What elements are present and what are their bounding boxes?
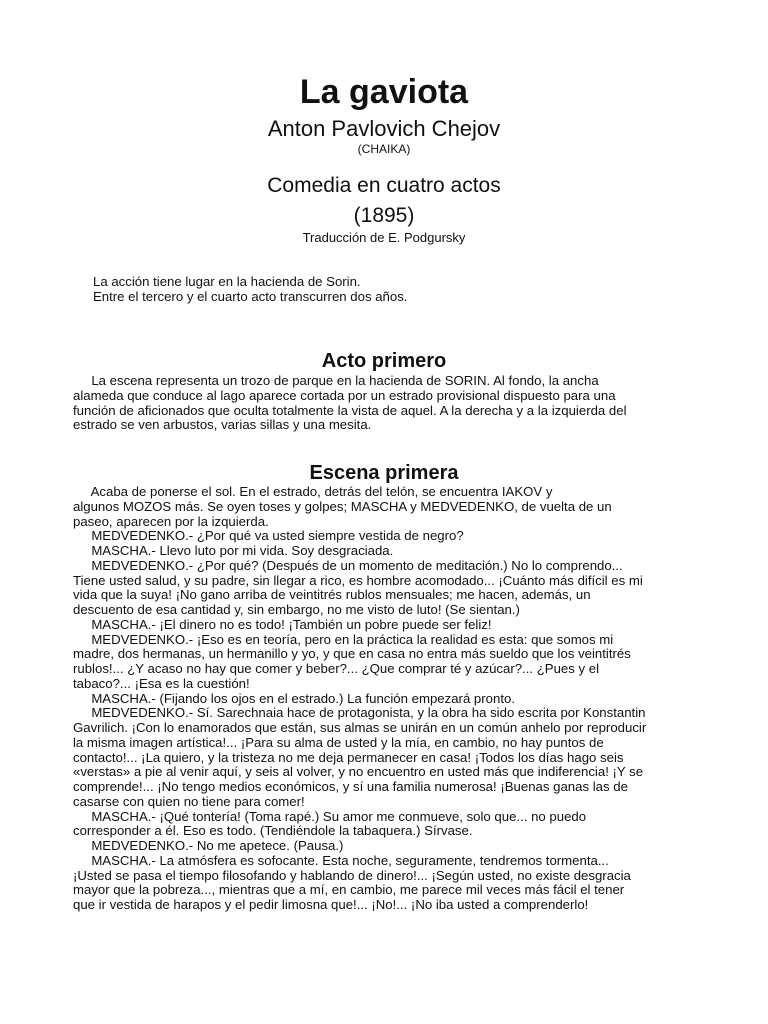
text-line: rublos!... ¿Y acaso no hay que comer y beber?... ¿Que comprar té y azúcar?... ¿Pues y el [73,661,600,676]
text-line: madre, dos hermanas, un hermanillo y yo, y que en casa no entra más sueldo que los veintitrés [73,646,631,662]
scene-heading: Escena primera [309,462,459,484]
text-line: MEDVEDENKO.- ¿Por qué va usted siempre vestida de negro? [73,528,464,544]
original-title: (CHAIKA) [357,142,411,156]
text-line: MEDVEDENKO.- No me apetece. (Pausa.) [73,838,344,853]
text-line: MEDVEDENKO.- Sí. Sarechnaia hace de protagonista, y la obra ha sido escrita por Konstantin [73,705,646,721]
text-line: MASCHA.- ¡Qué tontería! (Toma rapé.) Su amor me conmueve, solo que... no puedo [73,808,587,824]
document-title: La gaviota [299,73,469,111]
text-line: mayor que la pobreza..., mientras que a mí, en cambio, me parece mil veces más fácil el tener [73,882,625,898]
text-line: corresponder a él. Eso es todo. (Tendiéndole la tabaquera.) Sírvase. [73,823,473,839]
text-line: Acaba de ponerse el sol. En el estrado, detrás del telón, se encuentra IAKOV y [73,484,553,499]
text-line: vida que la suya! ¡No gano arriba de veintitrés rublos mensuales; me hacen, además, un [73,587,591,603]
setting-note: Entre el tercero y el cuarto acto transcurren dos años. [93,289,408,305]
text-line: tabaco?... ¡Esa es la cuestión! [73,675,250,691]
translator-credit: Traducción de E. Podgursky [302,230,466,245]
scene-dialogue [73,485,703,913]
setting-notes [93,274,407,305]
act-description [73,374,703,433]
author-name: Anton Pavlovich Chejov [267,116,501,141]
text-line: ¡Usted se pasa el tiempo filosofando y hablando de dinero!... ¡Según usted, no existe desgracia [73,867,631,883]
publication-year: (1895) [353,204,415,227]
text-line: que ir vestida de harapos y el pedir limosna que!... ¡No!... ¡No iba usted a comprenderlo! [73,897,589,912]
text-line: función de aficionados que oculta totalmente la vista de aquel. A la derecha y a la izquierda del [73,402,627,418]
text-line: Gavrilich. ¡Con lo enamorados que están, sus almas se unirán en un común anhelo por reproducir [73,720,647,735]
text-line: «verstas» a pie al venir aquí, y seis al volver, y no encuentro en usted más que indiferencia! ¡Y se [73,764,644,780]
setting-note: La acción tiene lugar en la hacienda de Sorin. [93,274,361,289]
text-line: estrado se ven arbustos, varias sillas y una mesita. [73,417,372,433]
text-line: Tiene usted salud, y su padre, sin llegar a rico, es hombre acomodado... ¡Cuánto más difícil es mi [73,572,643,588]
text-line: contacto!... ¡La quiero, y la tristeza no me deja permanecer en casa! ¡Todos los días hago seis [73,749,624,765]
text-line: comprende!... ¡No tengo medios económicos, y sí una familia numerosa! ¡Buenas ganas las de [73,779,628,794]
text-line: paseo, aparecen por la izquierda. [73,513,269,529]
text-line: MASCHA.- ¡El dinero no es todo! ¡También un pobre puede ser feliz! [73,616,492,632]
text-line: MEDVEDENKO.- ¡Eso es en teoría, pero en la práctica la realidad es esta: que somos mi [73,631,614,647]
text-line: algunos MOZOS más. Se oyen toses y golpes; MASCHA y MEDVEDENKO, de vuelta de un [73,498,612,514]
text-line: MEDVEDENKO.- ¿Por qué? (Después de un momento de meditación.) No lo comprendo... [73,557,623,573]
text-line: la misma imagen artística!... ¡Para su alma de usted y la mía, en cambio, no hay puntos de [73,734,604,750]
text-line: La escena representa un trozo de parque en la hacienda de SORIN. Al fondo, la ancha [73,373,599,388]
text-line: MASCHA.- Llevo luto por mi vida. Soy desgraciada. [73,543,394,558]
text-line: alameda que conduce al lago aparece cortada por un estrado provisional dispuesto para una [73,387,616,403]
document-subtitle: Comedia en cuatro actos [267,174,501,197]
text-line: MASCHA.- (Fijando los ojos en el estrado.) La función empezará pronto. [73,690,515,706]
act-heading: Acto primero [321,350,447,372]
text-line: descuento de esa cantidad y, sin embargo, no me visto de luto! (Se sientan.) [73,602,520,617]
text-line: casarse con quien no tiene para comer! [73,793,305,809]
text-line: MASCHA.- La atmósfera es sofocante. Esta noche, seguramente, tendremos tormenta... [73,852,609,868]
